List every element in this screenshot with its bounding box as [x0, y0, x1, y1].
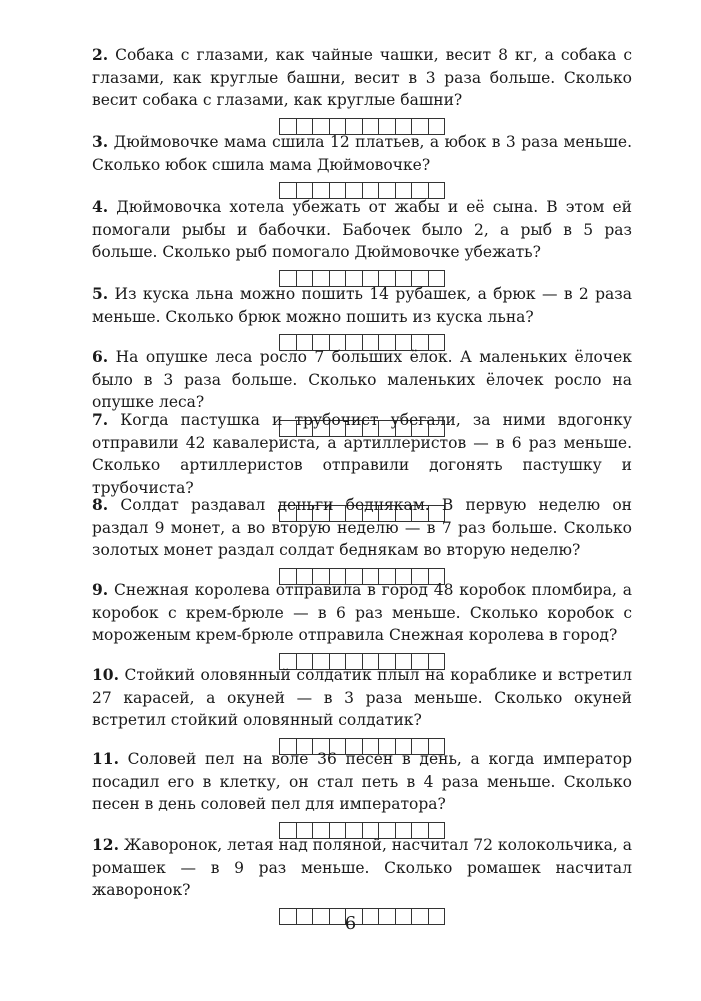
problem-body: Жаворонок, летая над поляной, насчитал 72 колокольчика, а ромашек — в 9 раз меньше. Сколько ромашек насчитал жаворонок?	[92, 836, 632, 899]
problem-body: Стойкий оловянный солдатик плыл на кораблике и встретил 27 карасей, а окуней — в 3 раза меньше. Сколько окуней встретил стойкий оловянный солдатик?	[92, 666, 632, 729]
problem-body: Соловей пел на воле 36 песен в день, а когда император посадил его в клетку, он стал петь в 4 раза меньше. Сколько песен в день соловей пел для императора?	[92, 750, 632, 813]
problem-body: Дюймовочка хотела убежать от жабы и её сына. В этом ей помогали рыбы и бабочки. Бабочек было 2, а рыб в 5 раз больше. Сколько рыб помогало Дюймовочке убежать?	[92, 198, 632, 261]
problem-number: 9.	[92, 580, 109, 599]
problem-text	[92, 834, 632, 902]
problem-body: Когда пастушка и трубочист убегали, за ними вдогонку отправили 42 кавалериста, а артиллеристов — в 6 раз меньше. Сколько артиллеристов отправили догонять пастушку и трубочиста?	[92, 411, 632, 497]
problem-12	[92, 834, 632, 925]
problem-3	[92, 131, 632, 199]
problem-10	[92, 664, 632, 755]
problem-body: Дюймовочке мама сшила 12 платьев, а юбок в 3 раза меньше. Сколько юбок сшила мама Дюймовочке?	[92, 133, 632, 174]
problem-body: Собака с глазами, как чайные чашки, весит 8 кг, а собака с глазами, как круглые башни, весит в 3 раза больше. Сколько весит собака с глазами, как круглые башни?	[92, 46, 632, 109]
problem-body: На опушке леса росло 7 больших ёлок. А маленьких ёлочек было в 3 раза больше. Сколько маленьких ёлочек росло на опушке леса?	[92, 348, 632, 411]
problem-11	[92, 748, 632, 839]
problem-body: Снежная королева отправила в город 48 коробок пломбира, а коробок с крем-брюле — в 6 раз меньше. Сколько коробок с мороженым крем-брюле отправила Снежная королева в город?	[92, 581, 632, 644]
page-number: 6	[344, 913, 357, 934]
problem-4	[92, 196, 632, 287]
problem-number: 4.	[92, 197, 109, 216]
problem-number: 3.	[92, 132, 109, 151]
problem-text	[92, 283, 632, 328]
problem-2	[92, 44, 632, 135]
problem-text	[92, 494, 632, 562]
problem-body: Из куска льна можно пошить 14 рубашек, а брюк — в 2 раза меньше. Сколько брюк можно пошить из куска льна?	[92, 285, 632, 326]
problem-text	[92, 579, 632, 647]
problem-body: Солдат раздавал деньги беднякам. В первую неделю он раздал 9 монет, а во вторую неделю — в 7 раз больше. Сколько золотых монет раздал солдат беднякам во вторую неделю?	[92, 496, 632, 559]
problem-text	[92, 409, 632, 499]
problem-number: 6.	[92, 347, 109, 366]
problem-number: 11.	[92, 749, 119, 768]
problem-number: 2.	[92, 45, 109, 64]
problem-text	[92, 748, 632, 816]
problem-text	[92, 346, 632, 414]
problem-9	[92, 579, 632, 670]
problem-number: 5.	[92, 284, 109, 303]
problem-number: 12.	[92, 835, 119, 854]
problem-text	[92, 196, 632, 264]
problem-8	[92, 494, 632, 585]
problem-number: 10.	[92, 665, 119, 684]
problem-5	[92, 283, 632, 351]
problem-text	[92, 131, 632, 176]
problem-text	[92, 44, 632, 112]
problem-text	[92, 664, 632, 732]
problem-number: 8.	[92, 495, 109, 514]
problem-number: 7.	[92, 410, 109, 429]
